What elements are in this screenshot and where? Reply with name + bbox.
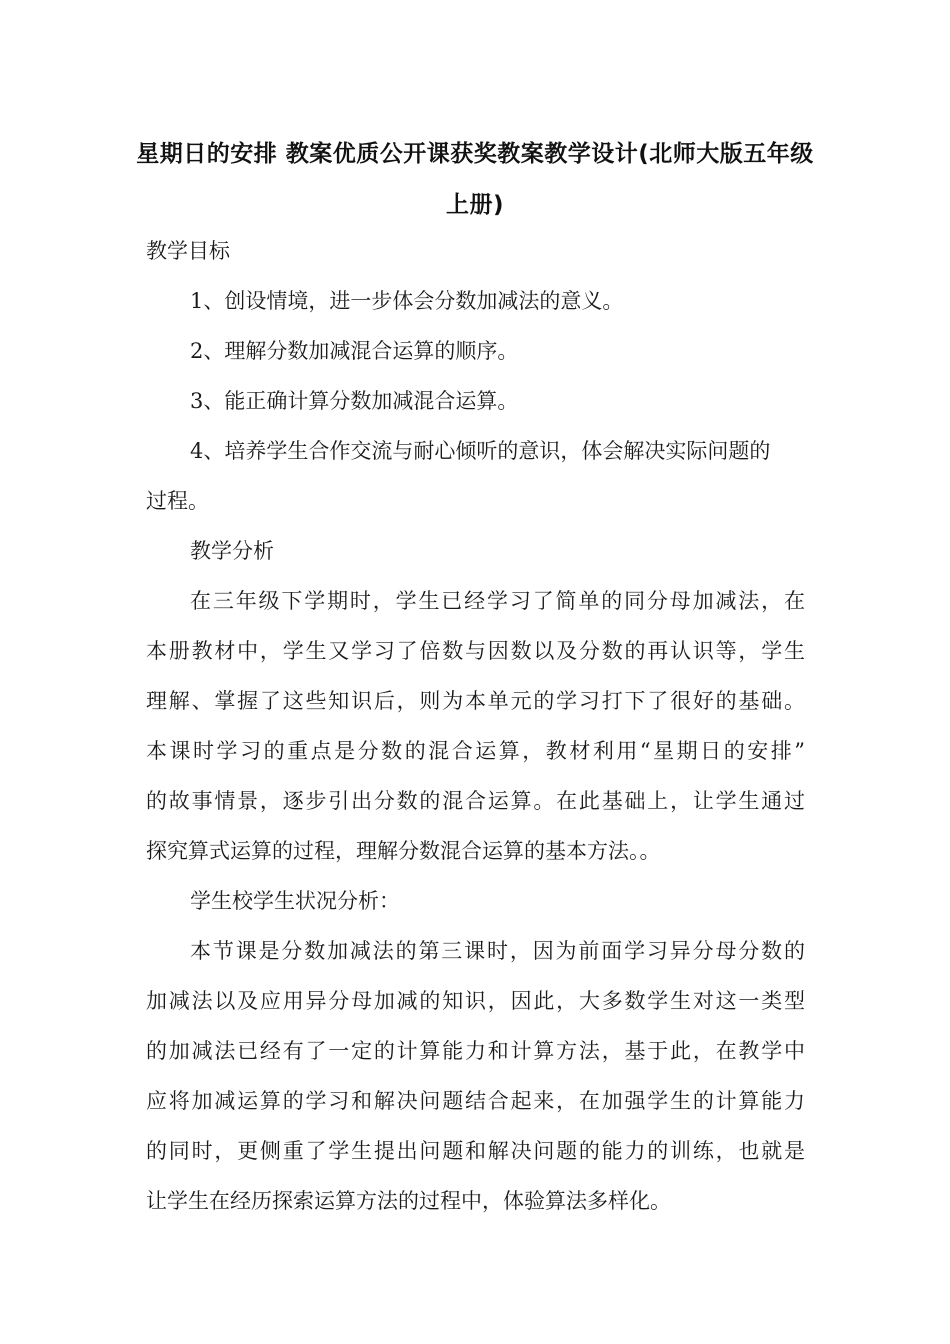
- goal-item-3: 3、能正确计算分数加减混合运算。: [190, 389, 519, 413]
- analysis-line-6: 探究算式运算的过程，理解分数混合运算的基本方法。。: [146, 839, 661, 863]
- students-line-6: 让学生在经历探索运算方法的过程中，体验算法多样化。: [146, 1189, 671, 1213]
- students-line-3: 的加减法已经有了一定的计算能力和计算方法，基于此，在教学中: [146, 1039, 805, 1063]
- analysis-line-3: 理解、掌握了这些知识后，则为本单元的学习打下了很好的基础。: [146, 689, 805, 713]
- analysis-line-4: 本课时学习的重点是分数的混合运算，教材利用“星期日的安排”: [146, 739, 805, 763]
- goal-item-4: 4、培养学生合作交流与耐心倾听的意识，体会解决实际问题的: [190, 439, 771, 463]
- analysis-line-5: 的故事情景，逐步引出分数的混合运算。在此基础上，让学生通过: [146, 789, 805, 813]
- analysis-line-1: 在三年级下学期时，学生已经学习了简单的同分母加减法，在: [190, 589, 805, 613]
- document-title-line-1: 星期日的安排 教案优质公开课获奖教案教学设计(北师大版五年级: [136, 141, 814, 167]
- students-line-5: 的同时，更侧重了学生提出问题和解决问题的能力的训练，也就是: [146, 1139, 805, 1163]
- students-line-2: 加减法以及应用异分母加减的知识，因此，大多数学生对这一类型: [146, 989, 805, 1013]
- goal-item-1: 1、创设情境，进一步体会分数加减法的意义。: [190, 289, 624, 313]
- section-heading-students: 学生校学生状况分析：: [190, 889, 400, 913]
- document-title-line-2: 上册): [445, 192, 504, 218]
- goal-item-2: 2、理解分数加减混合运算的顺序。: [190, 339, 519, 363]
- goal-item-4-continued: 过程。: [146, 489, 209, 513]
- section-heading-goals: 教学目标: [146, 239, 230, 263]
- students-line-4: 应将加减运算的学习和解决问题结合起来，在加强学生的计算能力: [146, 1089, 805, 1113]
- analysis-line-2: 本册教材中，学生又学习了倍数与因数以及分数的再认识等，学生: [146, 639, 805, 663]
- students-line-1: 本节课是分数加减法的第三课时，因为前面学习异分母分数的: [190, 939, 805, 963]
- section-heading-analysis: 教学分析: [190, 539, 274, 563]
